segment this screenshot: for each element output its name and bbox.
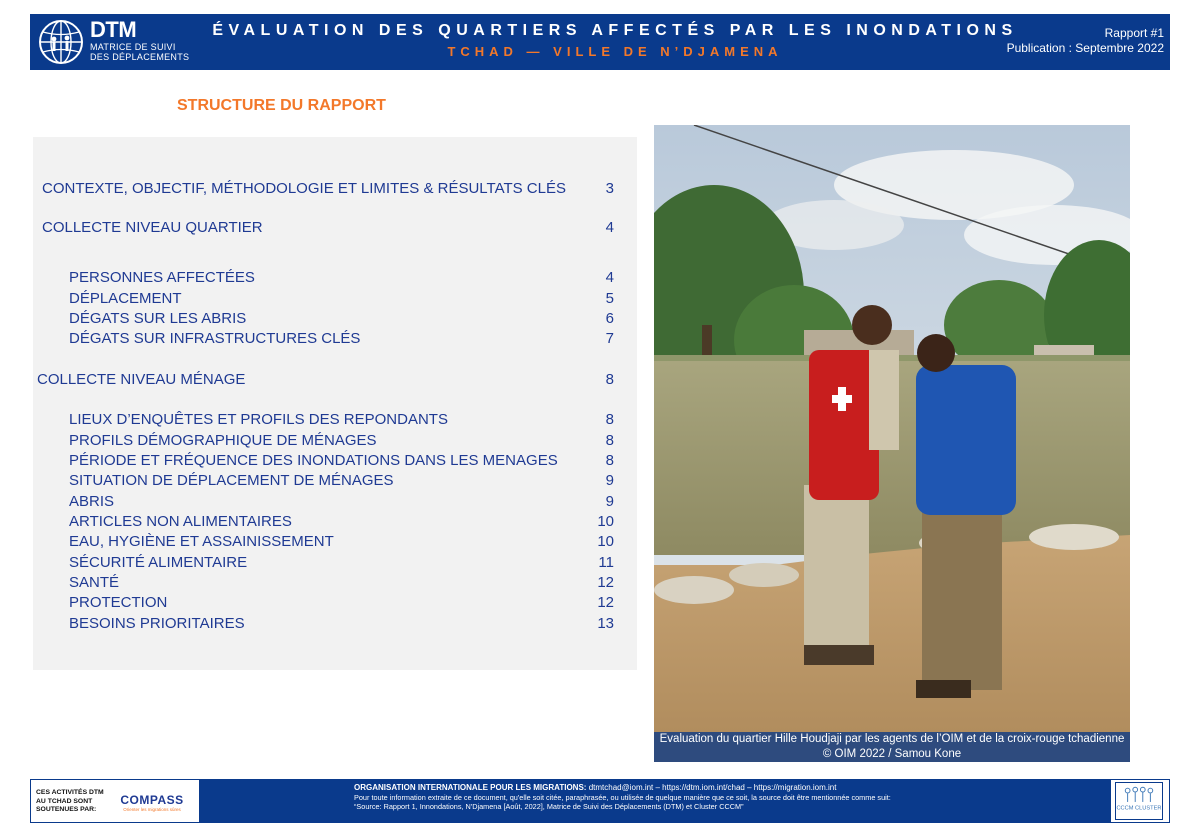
toc-entry[interactable] xyxy=(33,471,637,491)
dtm-brand xyxy=(90,18,189,62)
toc-entry[interactable] xyxy=(33,268,637,288)
toc-entry-label: EAU, HYGIÈNE ET ASSAINISSEMENT xyxy=(69,533,334,550)
toc-entry[interactable] xyxy=(33,289,637,309)
toc-entry-label: COLLECTE NIVEAU QUARTIER xyxy=(42,219,263,236)
report-footer xyxy=(30,779,1170,823)
org-contact-line xyxy=(354,783,1111,793)
footer-info-band xyxy=(199,779,1111,823)
toc-entry-label: ARTICLES NON ALIMENTAIRES xyxy=(69,513,292,530)
toc-entry[interactable] xyxy=(33,614,637,634)
report-subtitle: TCHAD — VILLE DE N’DJAMENA xyxy=(447,44,783,59)
toc-entry-page: 13 xyxy=(597,615,614,632)
toc-entry-label: SÉCURITÉ ALIMENTAIRE xyxy=(69,554,248,571)
toc-entry-label: SANTÉ xyxy=(69,574,120,591)
toc-entry-page: 4 xyxy=(605,269,614,286)
toc-entry[interactable] xyxy=(33,410,637,430)
report-meta xyxy=(1007,26,1164,56)
toc-entry-page: 5 xyxy=(605,290,614,307)
toc-entry-label: LIEUX D’ENQUÊTES ET PROFILS DES REPONDANTS xyxy=(69,411,448,428)
toc-entry-page: 10 xyxy=(597,533,614,550)
section-title: STRUCTURE DU RAPPORT xyxy=(177,97,386,114)
toc-entry-page: 3 xyxy=(605,180,614,197)
toc-entry[interactable] xyxy=(33,573,637,593)
report-header xyxy=(30,14,1170,70)
toc-entry-page: 12 xyxy=(597,574,614,591)
support-line-2: AU TCHAD SONT xyxy=(36,797,93,805)
support-line-3: SOUTENUES PAR: xyxy=(36,806,97,813)
toc-entry[interactable] xyxy=(33,593,637,613)
toc-entry-page: 8 xyxy=(605,411,614,428)
toc-entry-page: 7 xyxy=(605,330,614,347)
toc-entry-page: 8 xyxy=(605,452,614,469)
brand-name: DTM xyxy=(90,17,137,42)
compass-name: COMPASS xyxy=(120,793,184,807)
iom-logo-icon xyxy=(37,19,85,65)
compass-tagline: Orienter les migrations sûres xyxy=(123,807,181,812)
toc-entry-page: 4 xyxy=(605,219,614,236)
toc-entry-page: 8 xyxy=(605,371,614,388)
toc-entry[interactable] xyxy=(33,451,637,471)
publication-date: Publication : Septembre 2022 xyxy=(1006,41,1164,55)
report-number: Rapport #1 xyxy=(1104,26,1164,40)
toc-entry-label: PÉRIODE ET FRÉQUENCE DES INONDATIONS DANS LES MENAGES xyxy=(69,452,558,469)
cccm-cluster-logo xyxy=(1115,782,1163,820)
toc-entry-label: SITUATION DE DÉPLACEMENT DE MÉNAGES xyxy=(69,472,394,489)
toc-entry-label: ABRIS xyxy=(69,493,115,510)
brand-subtitle-1: MATRICE DE SUIVI xyxy=(90,42,176,52)
toc-entry-page: 6 xyxy=(605,310,614,327)
org-links[interactable]: dtmtchad@iom.int – https://dtm.iom.int/chad – https://migration.iom.int xyxy=(588,783,837,792)
toc-entry-page: 11 xyxy=(598,554,614,571)
compass-logo xyxy=(110,782,194,820)
toc-entry-label: DÉGATS SUR INFRASTRUCTURES CLÉS xyxy=(69,330,361,347)
toc-entry[interactable] xyxy=(33,512,637,532)
source-notice: Pour toute information extraite de ce document, qu'elle soit citée, paraphrasée, ou utilisée de quelque manière que ce soit, la source doit être mentionnée comme suit: xyxy=(354,793,891,802)
support-line-1: CES ACTIVITÉS DTM xyxy=(36,789,104,796)
toc-entry[interactable] xyxy=(33,431,637,451)
toc-entry[interactable] xyxy=(33,329,637,349)
toc-entry-label: PROFILS DÉMOGRAPHIQUE DE MÉNAGES xyxy=(69,432,377,449)
toc-entry[interactable] xyxy=(33,532,637,552)
org-label: ORGANISATION INTERNATIONALE POUR LES MIGRATIONS: xyxy=(354,783,587,792)
toc-entry-label: COLLECTE NIVEAU MÉNAGE xyxy=(37,371,246,388)
report-title: ÉVALUATION DES QUARTIERS AFFECTÉS PAR LES INONDATIONS xyxy=(212,22,1018,39)
toc-entry[interactable] xyxy=(33,179,637,199)
toc-entry[interactable] xyxy=(33,370,637,390)
toc-entry-page: 10 xyxy=(597,513,614,530)
toc-entry-page: 8 xyxy=(605,432,614,449)
support-statement xyxy=(36,789,104,815)
toc-entry-page: 12 xyxy=(597,594,614,611)
field-photo xyxy=(654,125,1130,732)
brand-subtitle-2: DES DÉPLACEMENTS xyxy=(90,52,190,62)
toc-entry-label: CONTEXTE, OBJECTIF, MÉTHODOLOGIE ET LIMITES & RÉSULTATS CLÉS xyxy=(42,180,566,197)
toc-entry[interactable] xyxy=(33,492,637,512)
toc-entry[interactable] xyxy=(33,553,637,573)
toc-entry[interactable] xyxy=(33,309,637,329)
toc-entry-page: 9 xyxy=(605,472,614,489)
cccm-text: CCCM CLUSTER xyxy=(1116,805,1162,812)
toc-entry-label: PERSONNES AFFECTÉES xyxy=(69,269,255,286)
toc-entry-label: DÉPLACEMENT xyxy=(69,290,182,307)
toc-entry[interactable] xyxy=(33,218,637,238)
toc-entry-label: PROTECTION xyxy=(69,594,168,611)
toc-entry-page: 9 xyxy=(605,493,614,510)
table-of-contents xyxy=(33,137,637,670)
toc-entry-label: BESOINS PRIORITAIRES xyxy=(69,615,245,632)
photo-caption: Evaluation du quartier Hille Houdjaji par les agents de l’OIM et de la croix-rouge tchadienne © OIM 2022 / Samou Kone xyxy=(654,732,1130,762)
toc-entry-label: DÉGATS SUR LES ABRIS xyxy=(69,310,247,327)
source-citation: “Source: Rapport 1, Innondations, N'Djamena [Août, 2022], Matrice de Suivi des Déplacements (DTM) et Cluster CCCM” xyxy=(354,802,744,811)
